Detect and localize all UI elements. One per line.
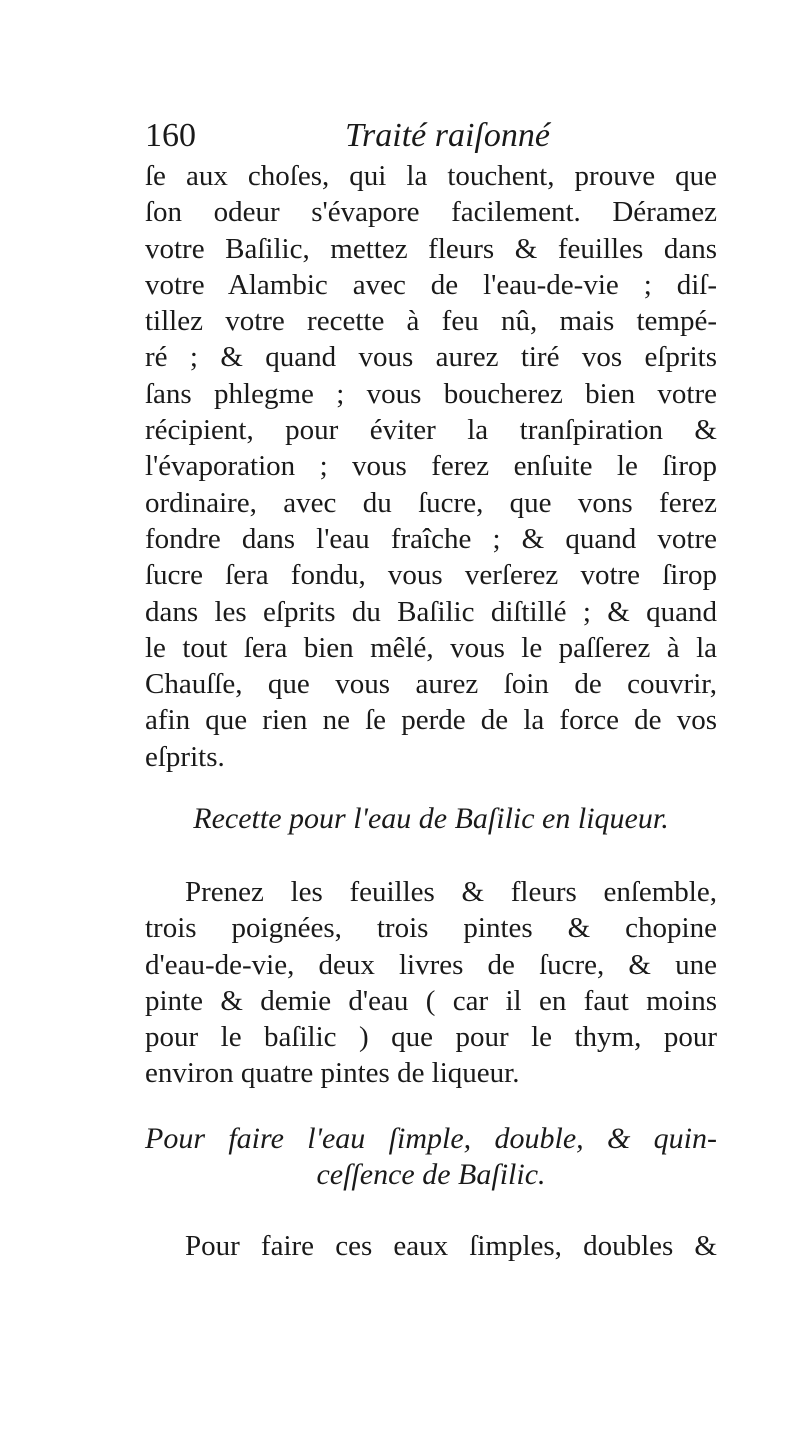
recipe-heading: Recette pour l'eau de Baſilic en liqueur. bbox=[193, 802, 669, 835]
text-line: ré ; & quand vous aurez tiré vos eſprits bbox=[145, 341, 717, 374]
text-line: ſe aux choſes, qui la touchent, prouve que bbox=[145, 160, 717, 192]
paragraph-distillation bbox=[145, 158, 717, 775]
text-line: tillez votre recette à feu nû, mais tempé- bbox=[145, 305, 717, 338]
paragraph-continuation bbox=[145, 1228, 717, 1264]
page-number: 160 bbox=[145, 117, 196, 154]
running-title: Traité raiſonné bbox=[345, 117, 550, 154]
text-line: ordinaire, avec du ſucre, que vons ferez bbox=[145, 486, 717, 519]
text-line: dans les eſprits du Baſilic diſtillé ; & quand bbox=[145, 595, 717, 628]
text-line: fondre dans l'eau fraîche ; & quand votre bbox=[145, 522, 717, 555]
heading-line: ceſſence de Baſilic. bbox=[316, 1158, 546, 1191]
text-line: d'eau-de-vie, deux livres de ſucre, & une bbox=[145, 948, 717, 981]
text-line: eſprits. bbox=[145, 740, 225, 773]
text-line: trois poignées, trois pintes & chopine bbox=[145, 912, 717, 945]
text-line: ſon odeur s'évapore facilement. Déramez bbox=[145, 196, 717, 229]
text-line: l'évaporation ; vous ferez enſuite le ſirop bbox=[145, 450, 717, 483]
heading-line: Pour faire l'eau ſimple, double, & quin- bbox=[145, 1122, 717, 1155]
section-heading bbox=[145, 1121, 717, 1193]
text-line: votre Baſilic, mettez fleurs & feuilles dans bbox=[145, 232, 717, 265]
text-line: le tout ſera bien mêlé, vous le paſſerez à la bbox=[145, 631, 717, 664]
text-line: Prenez les feuilles & fleurs enſemble, bbox=[185, 876, 717, 908]
text-line: pour le baſilic ) que pour le thym, pour bbox=[145, 1021, 717, 1054]
text-line: votre Alambic avec de l'eau-de-vie ; diſ- bbox=[145, 268, 717, 301]
text-line: ſucre ſera fondu, vous verſerez votre ſirop bbox=[145, 559, 717, 592]
text-line: Chauſſe, que vous aurez ſoin de couvrir, bbox=[145, 668, 717, 701]
text-line: Pour faire ces eaux ſimples, doubles & bbox=[185, 1230, 717, 1262]
paragraph-recipe bbox=[145, 874, 717, 1092]
text-line: récipient, pour éviter la tranſpiration & bbox=[145, 414, 717, 447]
text-line: ſans phlegme ; vous boucherez bien votre bbox=[145, 377, 717, 410]
text-line: environ quatre pintes de liqueur. bbox=[145, 1057, 520, 1090]
text-line: pinte & demie d'eau ( car il en faut moins bbox=[145, 984, 717, 1017]
running-head bbox=[145, 116, 725, 156]
text-line: afin que rien ne ſe perde de la force de vos bbox=[145, 704, 717, 737]
